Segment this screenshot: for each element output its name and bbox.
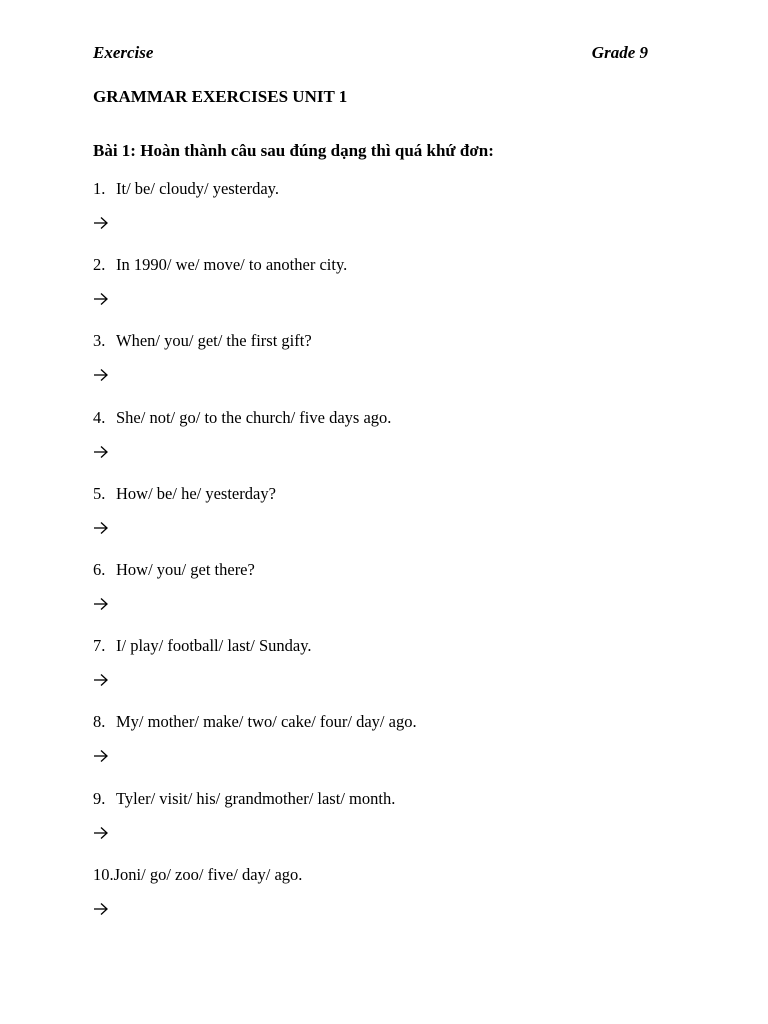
exercise-prompt: When/ you/ get/ the first gift? (116, 331, 312, 350)
exercise-number: 7. (93, 636, 106, 655)
exercise-prompt: How/ be/ he/ yesterday? (116, 484, 276, 503)
exercise-number: 2. (93, 255, 106, 274)
arrow-right-icon (93, 368, 113, 384)
exercise-prompt: My/ mother/ make/ two/ cake/ four/ day/ ago. (116, 712, 417, 731)
arrow-right-icon (93, 292, 113, 308)
arrow-right-icon (93, 216, 113, 232)
exercise-prompt: I/ play/ football/ last/ Sunday. (116, 636, 312, 655)
arrow-right-icon (93, 521, 113, 537)
exercise-item (93, 408, 391, 428)
exercise-prompt: She/ not/ go/ to the church/ five days ago. (116, 408, 392, 427)
exercise-number: 1. (93, 179, 106, 198)
exercise-prompt: Tyler/ visit/ his/ grandmother/ last/ month. (116, 789, 396, 808)
exercise-number: 10. (93, 865, 114, 884)
exercise-number: 5. (93, 484, 106, 503)
exercise-item (93, 789, 395, 809)
exercise-instruction: Bài 1: Hoàn thành câu sau đúng dạng thì quá khứ đơn: (93, 141, 494, 160)
exercise-prompt: In 1990/ we/ move/ to another city. (116, 255, 348, 274)
exercise-number: 6. (93, 560, 106, 579)
header-subject: Exercise (93, 43, 154, 62)
exercise-item (93, 712, 417, 732)
arrow-right-icon (93, 826, 113, 842)
header-grade: Grade 9 (591, 43, 648, 62)
exercise-number: 9. (93, 789, 106, 808)
arrow-right-icon (93, 902, 113, 918)
exercise-item (93, 560, 255, 580)
arrow-right-icon (93, 445, 113, 461)
arrow-right-icon (93, 749, 113, 765)
exercise-number: 8. (93, 712, 106, 731)
exercise-number: 3. (93, 331, 106, 350)
exercise-item (93, 484, 276, 504)
exercise-prompt: How/ you/ get there? (116, 560, 255, 579)
exercise-item (93, 331, 312, 351)
exercise-item (93, 636, 312, 656)
exercise-item (93, 179, 279, 199)
arrow-right-icon (93, 597, 113, 613)
page-title: GRAMMAR EXERCISES UNIT 1 (93, 87, 348, 106)
arrow-right-icon (93, 673, 113, 689)
exercise-number: 4. (93, 408, 106, 427)
exercise-item (93, 865, 302, 885)
exercise-prompt: It/ be/ cloudy/ yesterday. (116, 179, 279, 198)
exercise-item (93, 255, 347, 275)
exercise-prompt: Joni/ go/ zoo/ five/ day/ ago. (113, 865, 303, 884)
